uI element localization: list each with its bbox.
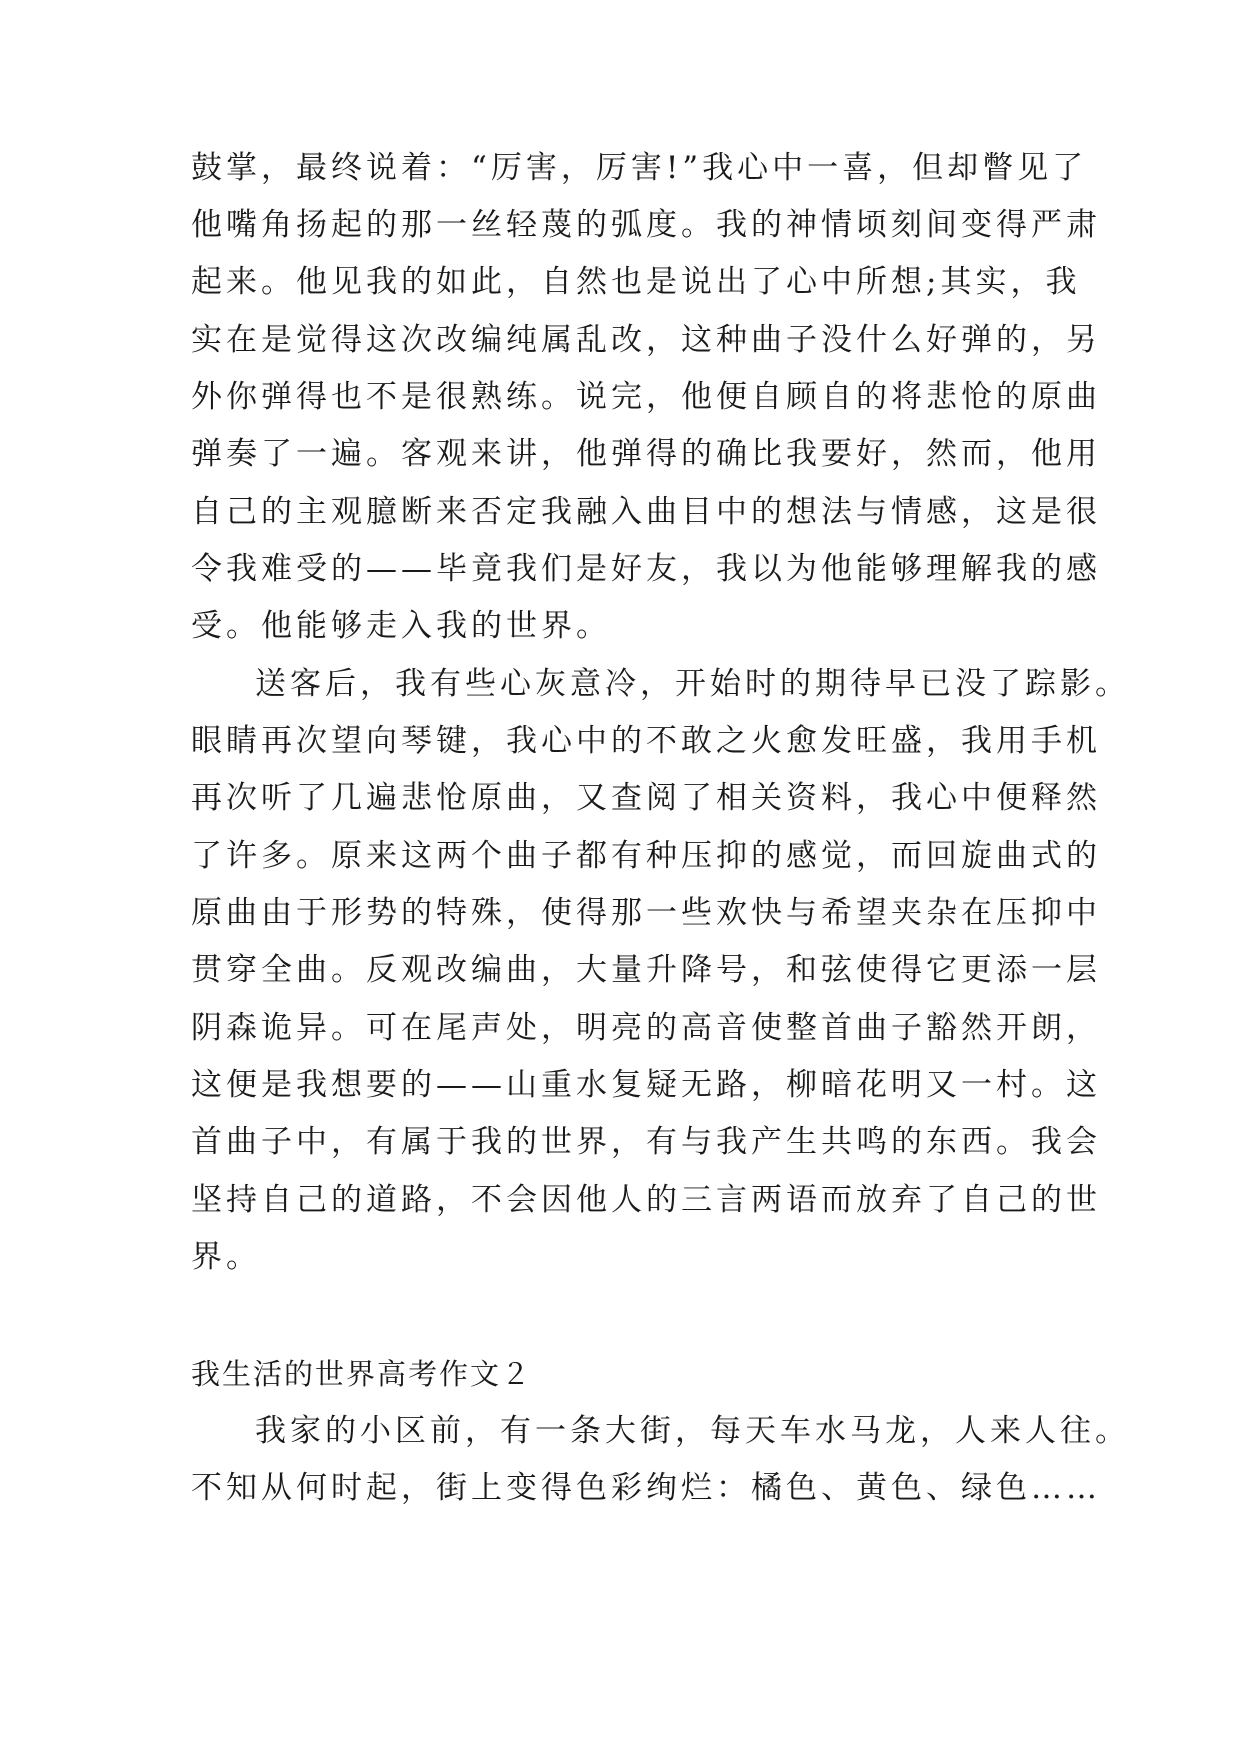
text-line: 阴森诡异。可在尾声处，明亮的高音使整首曲子豁然开朗， [191, 1010, 1101, 1046]
text-line: 送客后，我有些心灰意冷，开始时的期待早已没了踪影。 [255, 666, 1130, 702]
text-line: 起来。他见我的如此，自然也是说出了心中所想;其实，我 [191, 264, 1081, 300]
section-title: 我生活的世界高考作文２ [191, 1357, 533, 1391]
text-line: 受。他能够走入我的世界。 [191, 608, 611, 644]
text-line: 眼睛再次望向琴键，我心中的不敢之火愈发旺盛，我用手机 [191, 723, 1101, 759]
text-line: 贯穿全曲。反观改编曲，大量升降号，和弦使得它更添一层 [191, 952, 1101, 988]
text-line: 再次听了几遍悲怆原曲，又查阅了相关资料，我心中便释然 [191, 780, 1101, 816]
text-line: 这便是我想要的——山重水复疑无路，柳暗花明又一村。这 [191, 1067, 1101, 1103]
text-line: 实在是觉得这次改编纯属乱改，这种曲子没什么好弹的，另 [191, 322, 1101, 358]
text-line: 原曲由于形势的特殊，使得那一些欢快与希望夹杂在压抑中 [191, 895, 1101, 931]
text-line: 令我难受的——毕竟我们是好友，我以为他能够理解我的感 [191, 551, 1101, 587]
text-line: 不知从何时起，街上变得色彩绚烂：橘色、黄色、绿色…… [191, 1470, 1101, 1506]
text-line: 首曲子中，有属于我的世界，有与我产生共鸣的东西。我会 [191, 1124, 1101, 1160]
text-line: 了许多。原来这两个曲子都有种压抑的感觉，而回旋曲式的 [191, 838, 1101, 874]
text-line: 弹奏了一遍。客观来讲，他弹得的确比我要好，然而，他用 [191, 436, 1101, 472]
text-line: 界。 [191, 1239, 261, 1275]
text-line: 坚持自己的道路，不会因他人的三言两语而放弃了自己的世 [191, 1182, 1101, 1218]
text-line: 我家的小区前，有一条大街，每天车水马龙，人来人往。 [255, 1413, 1130, 1449]
text-line: 他嘴角扬起的那一丝轻蔑的弧度。我的神情顷刻间变得严肃 [191, 207, 1101, 243]
text-line: 外你弹得也不是很熟练。说完，他便自顾自的将悲怆的原曲 [191, 379, 1101, 415]
text-line: 自己的主观臆断来否定我融入曲目中的想法与情感，这是很 [191, 494, 1101, 530]
text-line: 鼓掌，最终说着：“厉害，厉害!”我心中一喜，但却瞥见了 [191, 150, 1088, 186]
